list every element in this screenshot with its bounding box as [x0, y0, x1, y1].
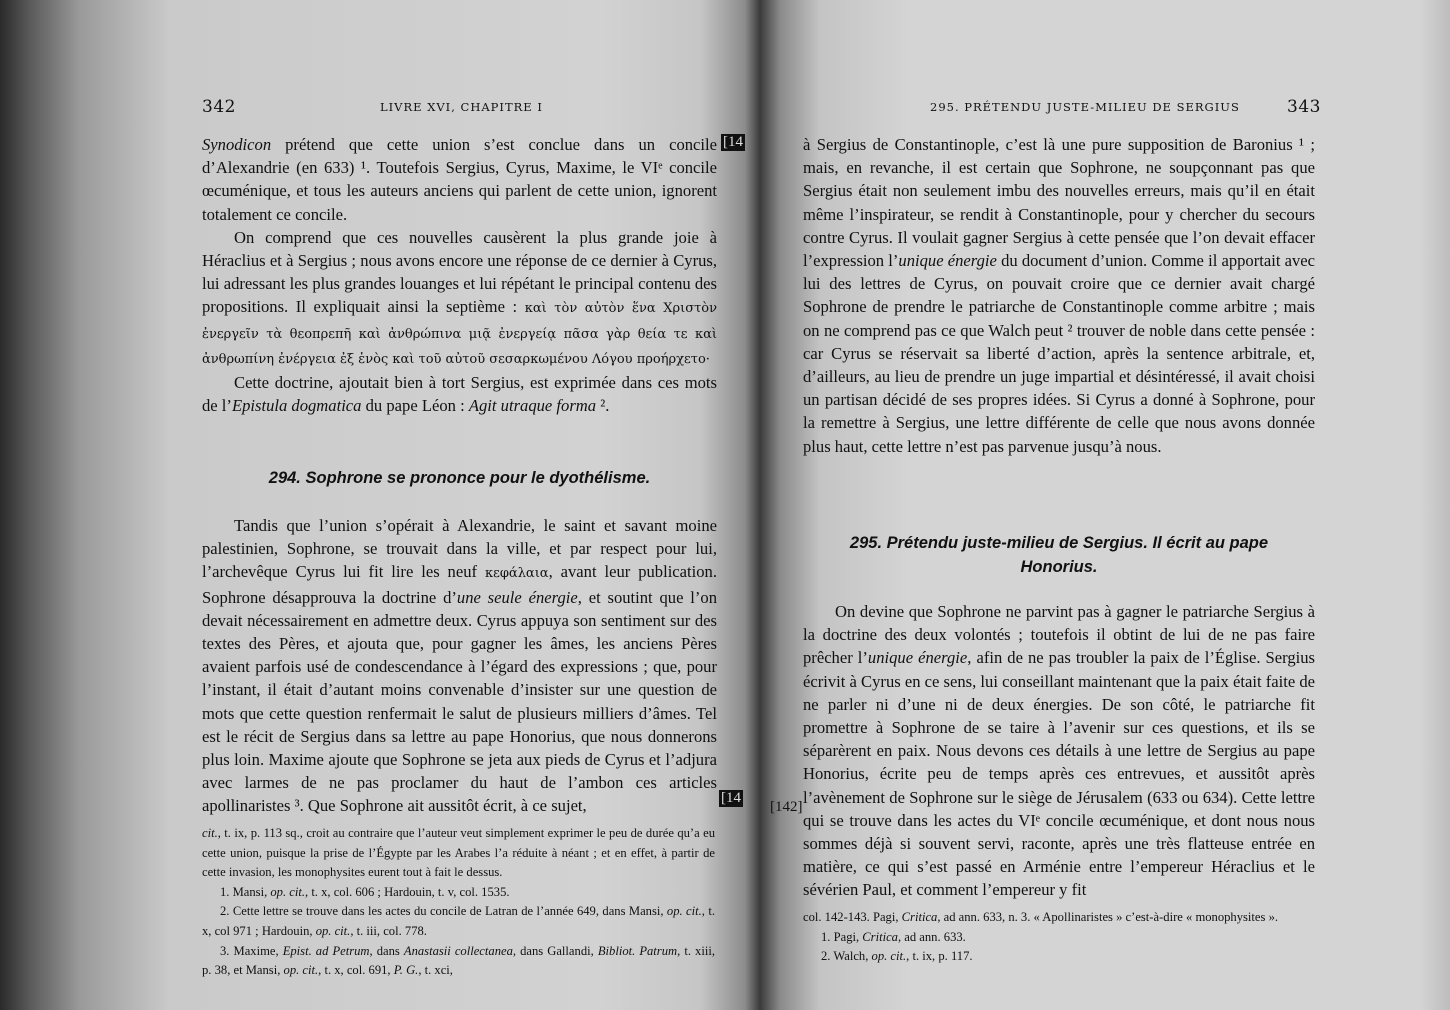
margin-marker: [142] [770, 799, 803, 815]
italic-text: Anastasii collectanea [403, 943, 513, 958]
text-run: , ad ann. 633, n. 3. « Apollinaristes » c’est-à-dire « monophysites ». [937, 910, 1279, 924]
paragraph [202, 371, 717, 417]
section-title: 294. Sophrone se prononce pour le dyothélisme. [268, 469, 651, 487]
running-head: 295. PRÉTENDU JUSTE-MILIEU DE SERGIUS [930, 100, 1240, 114]
text-run: 2. Cette lettre se trouve dans les actes du concile de Latran de l’année 649, dans Mansi, [220, 904, 667, 919]
text-run: , dans Gallandi, [512, 943, 598, 958]
section-title [803, 531, 1315, 579]
text-run: ². [596, 396, 610, 416]
footnote [202, 902, 715, 941]
italic-text: Critica [862, 929, 898, 944]
greek-text: κεφάλαια [484, 566, 549, 582]
text-run: 2. Walch, [821, 949, 872, 964]
text-run: du document d’union. Comme il apportait avec lui des lettres de Cyrus, on pouvait croire que ce dernier avait chargé Sophrone de prendre le patriarche de Constantinople comme arbitre ; mais on ne comprend pas ce que Walch peut ² trouver de noble dans cette pensée : car Cyrus se réservait sa liberté d’action, après la sentence arbitrale, et, d’ailleurs, au lieu de prendre un juge impartial et désintéressé, il avait choisi un partisan décidé de ses propres idées. Si Cyrus a donné à Sophrone, pour la remettre à Sergius, une lettre différente de celle que nous avons donnée plus haut, cette lettre n’est pas parvenue jusqu’à nous. [803, 251, 1316, 456]
italic-text: op. cit. [666, 904, 702, 919]
italic-text: une seule énergie [456, 587, 578, 607]
text-run: , t. x, col. 691, [318, 963, 394, 978]
text-run: , dans [369, 943, 404, 958]
italic-text: op. cit. [270, 884, 306, 899]
text-run: , avant leur publication. Sophrone désapprouva la doctrine d’ [202, 562, 717, 607]
page-number: 342 [202, 97, 236, 117]
text-run: col. 142-143. Pagi, [803, 910, 902, 924]
text-run: On devine que Sophrone ne parvint pas à gagner le patriarche Sergius à la doctrine des deux volontés ; toutefois il obtint de lui de ne pas faire prêcher l’ [803, 602, 1315, 668]
text-run: , t. x, col 971 ; Hardouin, [202, 904, 715, 938]
italic-text: unique énergie [898, 251, 997, 271]
right-page [760, 0, 1450, 1010]
text-run: On comprend que ces nouvelles causèrent la plus grande joie à Héraclius et à Sergius ; nous avons encore une réponse de ce dernier à Cyrus, lui adressant les plus grandes louanges et lui répétant le principal contenu des propositions. Il expliquait ainsi la septième : [202, 227, 717, 317]
italic-text: op. cit. [283, 963, 319, 978]
paragraph [202, 133, 717, 226]
footnote [202, 942, 715, 981]
paragraph [202, 226, 717, 371]
text-run: à Sergius de Constantinople, c’est là une pure supposition de Baronius ¹ ; mais, en revanche, il est certain que Sophrone, ne soupçonnant pas que Sergius était non seulement imbu des nouvelles erreurs, mais qu’il en était même l’inspirateur, se rendit à Constantinople, pour y chercher du secours contre Cyrus. Il voulait gagner Sergius à cette pensée que l’on devait effacer l’expression l’ [803, 135, 1315, 271]
paragraph [803, 133, 1315, 458]
text-run: du pape Léon : [361, 396, 469, 416]
running-head: LIVRE XVI, CHAPITRE I [380, 100, 543, 114]
italic-text: op. cit. [315, 923, 351, 938]
text-run: 3. Maxime, [220, 943, 283, 958]
text-run: 1. Mansi, [220, 884, 271, 899]
text-run: 1. Pagi, [821, 929, 863, 944]
footnote [803, 908, 1315, 928]
text-run: , afin de ne pas troubler la paix de l’Église. Sergius écrivit à Cyrus en ce sens, lui conseillant maintenant que la paix était faite de ne parler ni d’une ni de deux énergies. De son côté, le patriarche fit promettre à Sophrone de se taire à l’avenir sur ces questions, et ils se séparèrent en paix. Nous devons ces détails à une lettre de Sergius au pape Honorius, écrite peu de temps après ces entrevues, et aussitôt après l’avènement de Sophrone sur le siège de Jérusalem (633 ou 634). Cette lettre qui se trouve dans les actes du VIᵉ concile œcuménique, et dont nous nous sommes déjà si souvent servi, raconte, après une très flatteuse entrée en matière, ce qui s’est passé en Arménie entre l’empereur Héraclius et le sévérien Paul, et comment l’empereur y fit [803, 648, 1315, 900]
italic-text: cit. [202, 826, 218, 840]
footnotes [202, 824, 715, 981]
italic-text: P. G. [393, 963, 419, 978]
text-run: Cette doctrine, ajoutait bien à tort Sergius, est exprimée dans ces mots de l’ [202, 373, 717, 416]
footnote [803, 947, 1315, 967]
italic-text: Agit utraque forma [468, 396, 597, 416]
italic-text: Bibliot. Patrum [597, 943, 678, 958]
body-text-bottom [803, 600, 1315, 902]
italic-text: unique énergie [867, 648, 968, 668]
italic-text: Epistula dogmatica [231, 396, 362, 416]
text-run: , et soutint que l’on devait nécessairement en admettre deux. Cyrus appuya son sentiment sur des textes des Pères, et ajouta que, pour gagner les âmes, les anciens Pères avaient parfois usé de condescendance à l’égard des expressions ; que, pour l’instant, il était d’autant moins convenable d’insister sur une question de mots que cette question renfermait le salut de plusieurs milliers d’âmes. Tel est le récit de Sergius dans sa lettre au pape Honorius, que nous donnerons plus loin. Maxime ajoute que Sophrone se jeta aux pieds de Cyrus et l’adjura avec larmes de ne pas proclamer du haut de l’ambon ces articles apollinaristes ³. Que Sophrone ait aussitôt écrit, à ce sujet, [202, 587, 717, 816]
section-title-line: 295. Prétendu juste-milieu de Sergius. Il écrit au pape [849, 534, 1269, 552]
text-run: , t. xiii, p. 38, et Mansi, [202, 943, 715, 978]
margin-marker: [14 [723, 134, 743, 150]
text-run: , t. ix, p. 117. [906, 949, 973, 964]
footnote [803, 928, 1315, 948]
text-run: , t. ix, p. 113 sq., croit au contraire que l’auteur veut simplement exprimer le peu de durée qu’a eu cette union, puisque la prise de l’Égypte par les Arabes l’a réduite à néant ; et en effet, à partir de cette invasion, les monophysites eurent tout à fait le dessus. [202, 826, 715, 880]
page-number: 343 [1287, 97, 1321, 117]
margin-marker: [14 [721, 790, 741, 806]
footnote [202, 824, 715, 883]
text-run: , t. xci, [418, 963, 453, 978]
italic-text: Critica [901, 910, 938, 924]
footnotes [803, 908, 1315, 967]
text-run: , t. x, col. 606 ; Hardouin, t. v, col. 1535. [305, 884, 510, 899]
section-title-line: Honorius. [1020, 558, 1098, 576]
text-run: , ad ann. 633. [897, 929, 966, 944]
body-text-top [202, 133, 717, 417]
greek-text: καὶ τὸν αὐτὸν ἕνα Χριστὸν ἐνεργεῖν τὰ θεοπρεπῆ καὶ ἀνθρώπινα μιᾷ ἐνεργείᾳ πᾶσα γὰρ θεία τε καὶ ἀνθρωπίνη ἐνέργεια ἐξ ἑνὸς καὶ τοῦ αὐτοῦ σεσαρκωμένου Λόγου προήρχετο· [202, 301, 717, 367]
paragraph [202, 514, 717, 818]
italic-text: Epist. ad Petrum [282, 943, 370, 958]
body-text-top [803, 133, 1315, 458]
italic-text: op. cit. [871, 949, 907, 964]
text-run: , t. iii, col. 778. [350, 923, 427, 938]
paragraph [803, 600, 1315, 902]
italic-text: Synodicon [202, 135, 272, 154]
text-run: Tandis que l’union s’opérait à Alexandrie, le saint et savant moine palestinien, Sophrone, se trouvait dans la ville, et par respect pour lui, l’archevêque Cyrus lui fit lire les neuf [202, 516, 717, 582]
body-text-bottom [202, 514, 717, 818]
text-run: prétend que cette union s’est conclue dans un concile d’Alexandrie (en 633) ¹. Toutefois Sergius, Cyrus, Maxime, le VIᵉ concile œcuménique, et tous les auteurs anciens qui parlent de cette union, ignorent totalement ce concile. [202, 135, 717, 224]
footnote [202, 883, 715, 903]
